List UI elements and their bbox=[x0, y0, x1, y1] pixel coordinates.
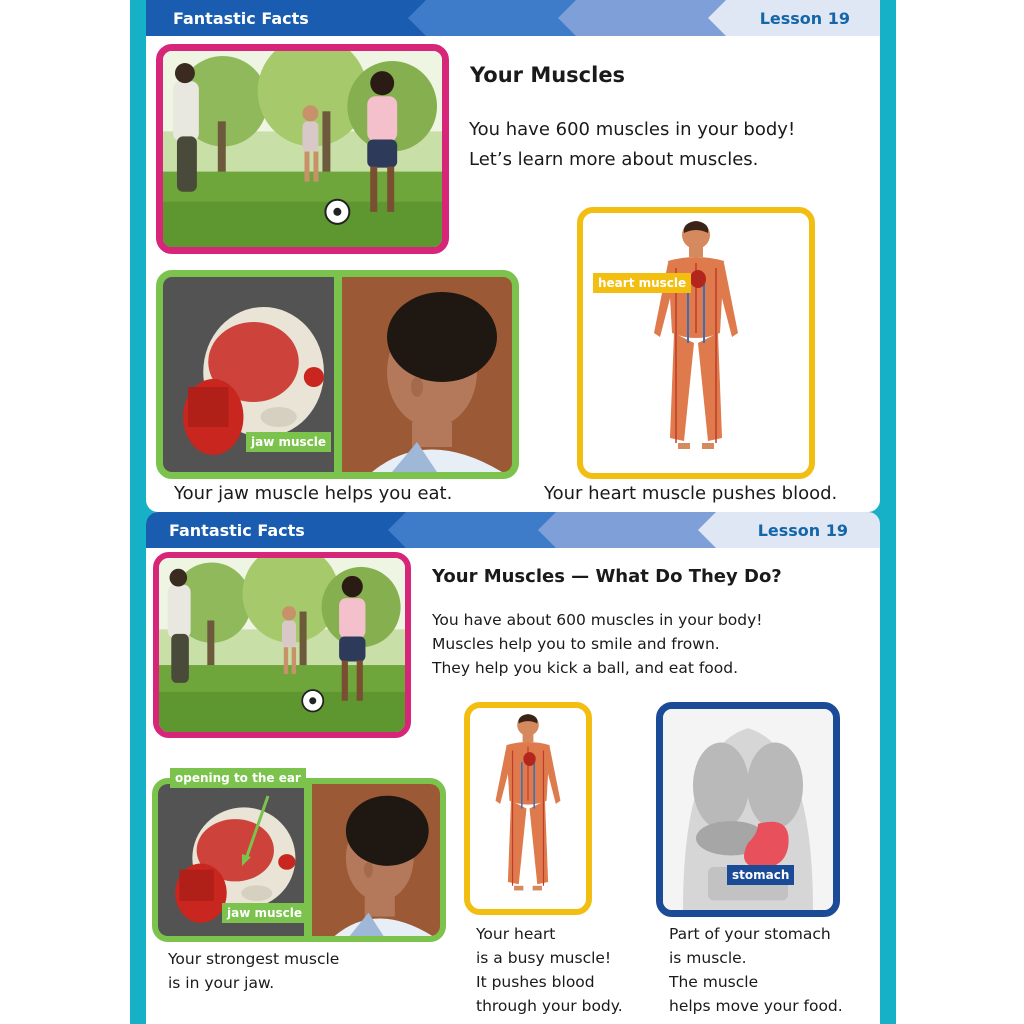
caption-line: It pushes blood bbox=[476, 973, 595, 991]
intro-text bbox=[469, 115, 795, 175]
lesson-banner bbox=[146, 512, 880, 548]
heart-muscle-label: heart muscle bbox=[593, 273, 691, 293]
heart-photo-frame bbox=[577, 207, 815, 479]
soccer-photo-frame bbox=[153, 552, 411, 738]
circulatory-system-image bbox=[470, 708, 586, 909]
kids-playing-soccer-image bbox=[163, 51, 442, 247]
stomach-label: stomach bbox=[727, 865, 794, 885]
stomach-photo-frame bbox=[656, 702, 840, 917]
caption-line: Part of your stomach bbox=[669, 925, 831, 943]
lesson-page-one bbox=[146, 0, 880, 512]
intro-text bbox=[432, 608, 763, 680]
jaw-muscle-label: jaw muscle bbox=[246, 432, 331, 452]
jaw-muscle-label: jaw muscle bbox=[222, 903, 307, 923]
ear-opening-label: opening to the ear bbox=[170, 768, 306, 788]
boy-profile-image bbox=[342, 277, 512, 472]
caption-line: Your heart bbox=[476, 925, 556, 943]
jaw-photo-frame bbox=[152, 778, 446, 942]
banner-title: Fantastic Facts bbox=[173, 9, 309, 28]
lesson-banner bbox=[146, 0, 880, 36]
kids-playing-soccer-image bbox=[159, 558, 405, 732]
jaw-photo-frame bbox=[156, 270, 519, 479]
banner-title: Fantastic Facts bbox=[169, 521, 305, 540]
caption-line: is in your jaw. bbox=[168, 974, 275, 992]
intro-line: Muscles help you to smile and frown. bbox=[432, 635, 720, 653]
page-title: Your Muscles bbox=[470, 63, 626, 87]
jaw-caption: Your jaw muscle helps you eat. bbox=[174, 483, 453, 504]
caption-line: The muscle bbox=[669, 973, 759, 991]
caption-line: through your body. bbox=[476, 997, 623, 1015]
soccer-photo-frame bbox=[156, 44, 449, 254]
jaw-caption bbox=[168, 947, 339, 995]
intro-line: They help you kick a ball, and eat food. bbox=[432, 659, 739, 677]
caption-line: helps move your food. bbox=[669, 997, 843, 1015]
intro-line: Let’s learn more about muscles. bbox=[469, 149, 759, 170]
heart-photo-frame bbox=[464, 702, 592, 915]
lesson-page-two bbox=[146, 512, 880, 1024]
lesson-number: Lesson 19 bbox=[759, 9, 850, 28]
circulatory-system-image bbox=[583, 213, 809, 473]
page-title: Your Muscles — What Do They Do? bbox=[432, 566, 782, 587]
caption-line: is muscle. bbox=[669, 949, 747, 967]
stomach-caption bbox=[669, 922, 843, 1018]
boy-profile-image bbox=[312, 784, 440, 936]
caption-line: is a busy muscle! bbox=[476, 949, 612, 967]
intro-line: You have about 600 muscles in your body! bbox=[432, 611, 763, 629]
caption-line: Your strongest muscle bbox=[168, 950, 340, 968]
intro-line: You have 600 muscles in your body! bbox=[469, 119, 796, 140]
lesson-number: Lesson 19 bbox=[757, 521, 848, 540]
heart-caption: Your heart muscle pushes blood. bbox=[544, 483, 838, 504]
heart-caption bbox=[476, 922, 623, 1018]
